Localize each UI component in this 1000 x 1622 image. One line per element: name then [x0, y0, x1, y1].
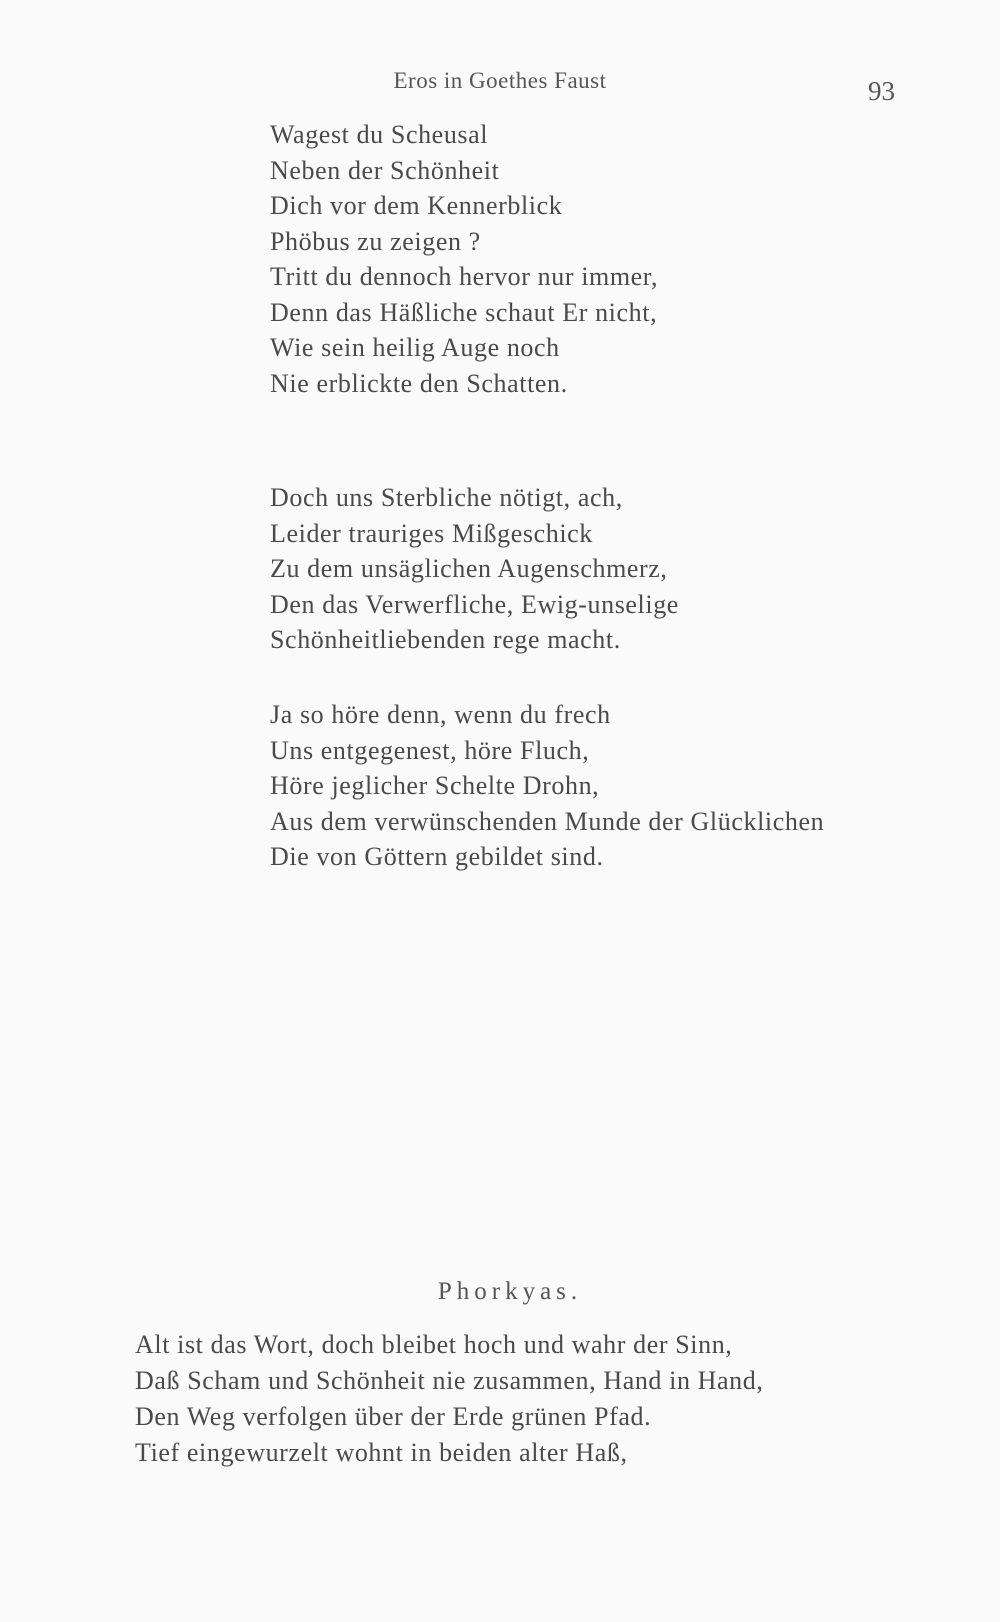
verse-line: Neben der Schönheit: [270, 155, 500, 185]
verse-line: Dich vor dem Kennerblick: [270, 191, 563, 220]
page-number: 93: [868, 76, 895, 106]
verse-line: Nie erblickte den Schatten.: [270, 368, 568, 398]
verse-line: Wagest du Scheusal: [270, 120, 489, 149]
speech-line: Tief eingewurzelt wohnt in beiden alter Haß,: [135, 1438, 628, 1467]
verse-line: Höre jeglicher Schelte Drohn,: [270, 771, 600, 800]
verse-line: Doch uns Sterbliche nötigt, ach,: [270, 483, 623, 512]
verse-line: Den das Verwerfliche, Ewig-unselige: [270, 589, 679, 619]
verse-line: Zu dem unsäglichen Augenschmerz,: [270, 554, 668, 583]
verse-line: Uns entgegenest, höre Fluch,: [270, 735, 590, 765]
speaker-name: Phorkyas.: [437, 1278, 583, 1305]
verse-line: Die von Göttern gebildet sind.: [270, 842, 604, 871]
stanza: [270, 697, 824, 875]
speech: [135, 1327, 763, 1471]
verse-line: Ja so höre denn, wenn du frech: [270, 700, 611, 729]
verse-line: Aus dem verwünschenden Munde der Glücklichen: [270, 806, 825, 836]
speech-line: Daß Scham und Schönheit nie zusammen, Hand in Hand,: [135, 1366, 764, 1395]
verse-line: Denn das Häßliche schaut Er nicht,: [270, 297, 658, 327]
running-title: Eros in Goethes Faust: [393, 68, 607, 93]
verse-line: Schönheitliebenden rege macht.: [270, 625, 621, 654]
stanza: [270, 480, 679, 658]
speech-line: Alt ist das Wort, doch bleibet hoch und wahr der Sinn,: [135, 1330, 733, 1359]
stanza: [270, 117, 658, 401]
speech-line: Den Weg verfolgen über der Erde grünen Pfad.: [135, 1402, 652, 1431]
verse-line: Tritt du dennoch hervor nur immer,: [270, 262, 659, 291]
verse-line: Leider trauriges Mißgeschick: [270, 518, 593, 548]
verse-line: Wie sein heilig Auge noch: [270, 333, 560, 362]
verse-line: Phöbus zu zeigen ?: [270, 226, 481, 256]
